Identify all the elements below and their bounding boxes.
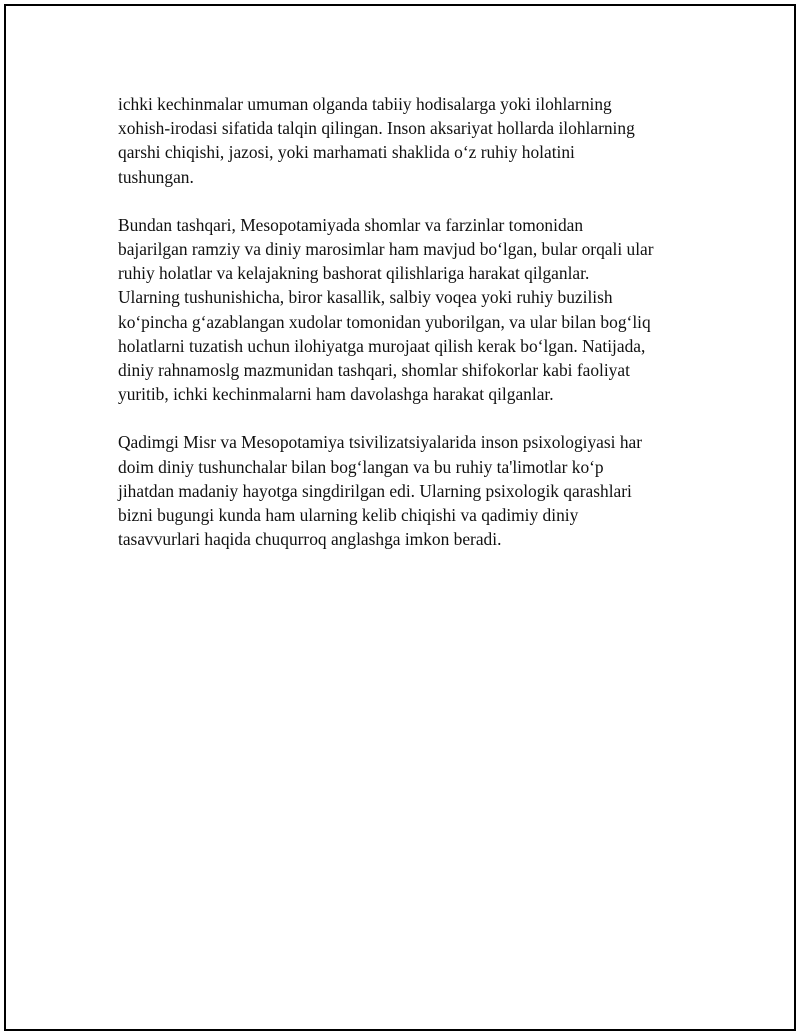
paragraph-1: ichki kechinmalar umuman olganda tabiiy hodisalarga yoki ilohlarning xohish-irodasi sifatida talqin qilingan. Inson aksariyat hollarda ilohlarning qarshi chiqishi, jazosi, yoki marhamati shaklida o‘z ruhiy holatini tushungan. — [118, 94, 635, 187]
document-body — [118, 92, 698, 575]
paragraph-3: Qadimgi Misr va Mesopotamiya tsivilizatsiyalarida inson psixologiyasi har doim diniy tushunchalar bilan bog‘langan va bu ruhiy ta'limotlar ko‘p jihatdan madaniy hayotga singdirilgan edi. Ularning psixologik qarashlari bizni bugungi kunda ham ularning kelib chiqishi va qadimiy diniy tasavvurlari haqida chuqurroq anglashga imkon beradi. — [118, 432, 643, 550]
paragraph-2: Bundan tashqari, Mesopotamiyada shomlar va farzinlar tomonidan bajarilgan ramziy va diniy marosimlar ham mavjud bo‘lgan, bular orqali ular ruhiy holatlar va kelajakning bashorat qilishlariga harakat qilganlar. Ularning tushunishicha, biror kasallik, salbiy voqea yoki ruhiy buzilish ko‘pincha g‘azablangan xudolar tomonidan yuborilgan, va ular bilan bog‘liq holatlarni tuzatish uchun ilohiyatga murojaat qilish kerak bo‘lgan. Natijada, diniy rahnamoslg mazmunidan tashqari, shomlar shifokorlar kabi faoliyat yuritib, ichki kechinmalarni ham davolashga harakat qilganlar. — [118, 214, 654, 405]
